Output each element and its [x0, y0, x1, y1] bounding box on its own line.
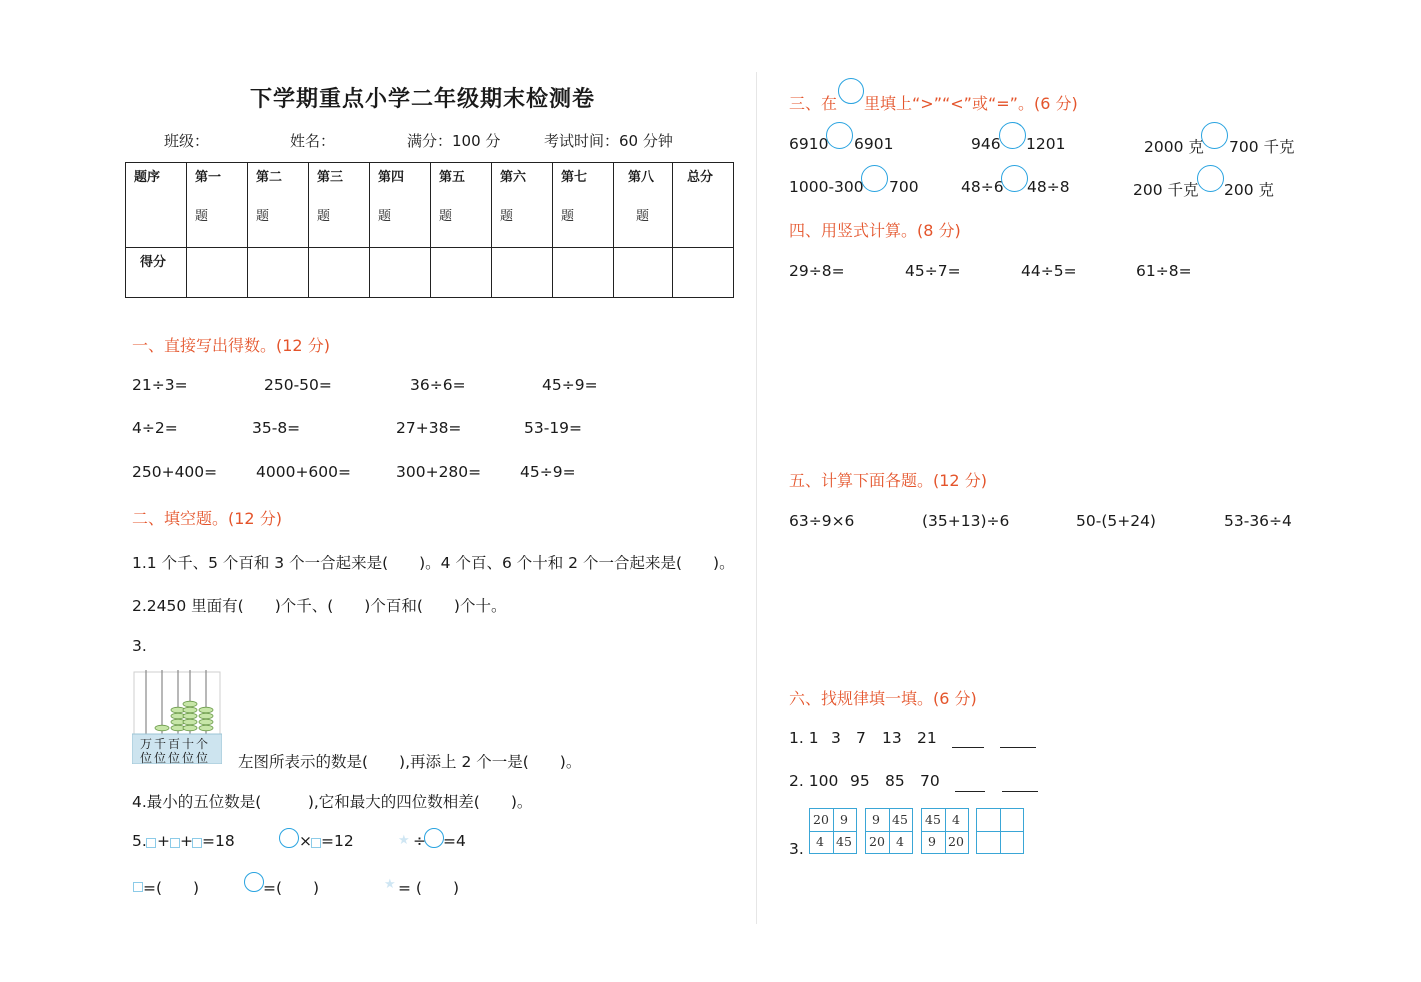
number-grid — [865, 808, 913, 854]
s2-q3-number: 3. — [132, 637, 147, 655]
grid-cell: 20 — [813, 812, 829, 827]
eq3-result: =4 — [443, 832, 466, 850]
square-icon — [146, 838, 156, 848]
abacus-image — [132, 668, 222, 764]
score-cell[interactable] — [553, 248, 614, 298]
column-divider — [756, 72, 757, 924]
score-cell[interactable] — [309, 248, 370, 298]
section6-title: 六、找规律填一填。(6 分) — [789, 689, 977, 708]
answer-blank[interactable] — [952, 747, 984, 748]
grid-cell: 4 — [816, 834, 824, 849]
s6-q2-num: 95 — [850, 772, 870, 790]
table-header-cell: 第三 题 — [309, 163, 370, 248]
compare-right: 700 千克 — [1229, 138, 1295, 156]
star-icon: ★ — [384, 877, 396, 892]
grid-cell: 9 — [928, 834, 936, 849]
s1-item: 4000+600= — [256, 463, 352, 481]
class-label: 班级： — [164, 132, 210, 150]
table-header-cell: 第八 题 — [614, 163, 673, 248]
table-header-cell: 第四 题 — [370, 163, 431, 248]
s5-item: (35+13)÷6 — [922, 512, 1010, 530]
grid-cell: 45 — [925, 812, 941, 827]
s1-item: 21÷3= — [132, 376, 188, 394]
grid-cell: 4 — [896, 834, 904, 849]
page-title: 下学期重点小学二年级期末检测卷 — [250, 87, 596, 112]
compare-right: 200 克 — [1224, 181, 1275, 199]
compare-circle[interactable] — [1201, 122, 1228, 149]
star-icon: ★ — [398, 833, 410, 848]
plus-sign: + — [157, 832, 170, 850]
compare-left: 6910 — [789, 135, 829, 153]
s2-q1: 1.1 个千、5 个百和 3 个一合起来是( )。4 个百、6 个十和 2 个一合起来是( )。 — [132, 554, 735, 572]
s6-q2-label: 2. 100 — [789, 772, 839, 790]
s6-q2-num: 70 — [920, 772, 940, 790]
table-header-cell: 第六 题 — [492, 163, 553, 248]
answer-square: =( ) — [143, 879, 200, 897]
s1-item: 250+400= — [132, 463, 218, 481]
section5-title: 五、计算下面各题。(12 分) — [789, 471, 987, 490]
circle-icon — [424, 828, 444, 848]
s5-item: 53-36÷4 — [1224, 512, 1292, 530]
s6-q1-num: 7 — [856, 729, 866, 747]
s5-item: 50-(5+24) — [1076, 512, 1156, 530]
answer-grid[interactable] — [976, 808, 1024, 854]
grid-cell: 9 — [872, 812, 880, 827]
s6-q1-num: 13 — [882, 729, 902, 747]
section4-title: 四、用竖式计算。(8 分) — [789, 221, 961, 240]
eq2-result: =12 — [321, 832, 354, 850]
compare-right: 700 — [889, 178, 919, 196]
table-row-label: 得分 — [126, 248, 187, 298]
square-icon — [311, 838, 321, 848]
compare-circle[interactable] — [861, 165, 888, 192]
grid-cell: 20 — [948, 834, 964, 849]
compare-circle[interactable] — [826, 122, 853, 149]
square-icon — [170, 838, 180, 848]
answer-circle: =( ) — [263, 879, 320, 897]
s4-item: 44÷5= — [1021, 262, 1077, 280]
s4-item: 61÷8= — [1136, 262, 1192, 280]
number-grid — [809, 808, 857, 854]
answer-star: = ( ) — [398, 879, 460, 897]
s5-item: 63÷9×6 — [789, 512, 855, 530]
plus-sign: + — [180, 832, 193, 850]
s6-q1-num: 21 — [917, 729, 937, 747]
name-label: 姓名： — [290, 132, 336, 150]
compare-circle[interactable] — [1001, 165, 1028, 192]
table-header-cell: 第七 题 — [553, 163, 614, 248]
score-cell[interactable] — [187, 248, 248, 298]
square-icon — [192, 838, 202, 848]
s2-q5-number: 5. — [132, 832, 147, 850]
circle-icon — [838, 78, 864, 104]
s1-item: 53-19= — [524, 419, 583, 437]
s2-q4: 4.最小的五位数是( ),它和最大的四位数相差( )。 — [132, 793, 533, 811]
s1-item: 35-8= — [252, 419, 301, 437]
section2-title: 二、填空题。(12 分) — [132, 509, 282, 528]
grid-cell: 9 — [840, 812, 848, 827]
score-cell[interactable] — [370, 248, 431, 298]
answer-blank[interactable] — [1000, 747, 1036, 748]
s6-q1-num: 3 — [831, 729, 841, 747]
circle-icon — [244, 872, 264, 892]
score-cell[interactable] — [431, 248, 492, 298]
table-header-cell: 第二 题 — [248, 163, 309, 248]
grid-cell: 4 — [952, 812, 960, 827]
score-cell[interactable] — [673, 248, 734, 298]
table-header-cell: 题序 — [126, 163, 187, 248]
compare-left: 2000 克 — [1144, 138, 1204, 156]
abacus-label-top: 万千百十个 — [140, 737, 211, 751]
compare-right: 48÷8 — [1027, 178, 1070, 196]
circle-icon — [279, 828, 299, 848]
score-cell[interactable] — [614, 248, 673, 298]
s1-item: 27+38= — [396, 419, 462, 437]
section1-title: 一、直接写出得数。(12 分) — [132, 336, 330, 355]
s1-item: 250-50= — [264, 376, 332, 394]
compare-left: 1000-300 — [789, 178, 864, 196]
s1-item: 36÷6= — [410, 376, 466, 394]
score-cell[interactable] — [492, 248, 553, 298]
divide-sign: ÷ — [413, 832, 426, 850]
s6-q2-num: 85 — [885, 772, 905, 790]
s6-q1-label: 1. 1 — [789, 729, 819, 747]
s1-item: 45÷9= — [520, 463, 576, 481]
score-cell[interactable] — [248, 248, 309, 298]
compare-right: 6901 — [854, 135, 894, 153]
table-header-cell: 总分 — [673, 163, 734, 248]
number-grid — [921, 808, 969, 854]
grid-cell: 45 — [892, 812, 908, 827]
s1-item: 4÷2= — [132, 419, 178, 437]
section3-title-b: 里填上“>”“<”或“=”。(6 分) — [864, 94, 1078, 113]
eq1-result: =18 — [202, 832, 235, 850]
times-sign: × — [299, 832, 312, 850]
grid-cell: 20 — [869, 834, 885, 849]
answer-blank[interactable] — [955, 791, 985, 792]
compare-left: 48÷6 — [961, 178, 1004, 196]
compare-left: 946 — [971, 135, 1001, 153]
square-icon — [133, 882, 143, 892]
compare-left: 200 千克 — [1133, 181, 1199, 199]
exam-time: 考试时间：60 分钟 — [544, 132, 673, 150]
abacus-label-bottom: 位位位位位 — [140, 751, 211, 765]
compare-circle[interactable] — [1197, 165, 1224, 192]
s4-item: 29÷8= — [789, 262, 845, 280]
s1-item: 300+280= — [396, 463, 482, 481]
s6-q3-label: 3. — [789, 840, 804, 858]
full-score: 满分：100 分 — [407, 132, 501, 150]
compare-circle[interactable] — [999, 122, 1026, 149]
compare-right: 1201 — [1026, 135, 1066, 153]
s4-item: 45÷7= — [905, 262, 961, 280]
table-header-cell: 第五 题 — [431, 163, 492, 248]
s2-q2: 2.2450 里面有( )个千、( )个百和( )个十。 — [132, 597, 507, 615]
grid-cell: 45 — [836, 834, 852, 849]
answer-blank[interactable] — [1002, 791, 1038, 792]
table-header-cell: 第一 题 — [187, 163, 248, 248]
s1-item: 45÷9= — [542, 376, 598, 394]
score-table — [125, 162, 734, 298]
section3-title-a: 三、在 — [789, 94, 838, 113]
s2-q3-text: 左图所表示的数是( ),再添上 2 个一是( )。 — [238, 753, 582, 771]
